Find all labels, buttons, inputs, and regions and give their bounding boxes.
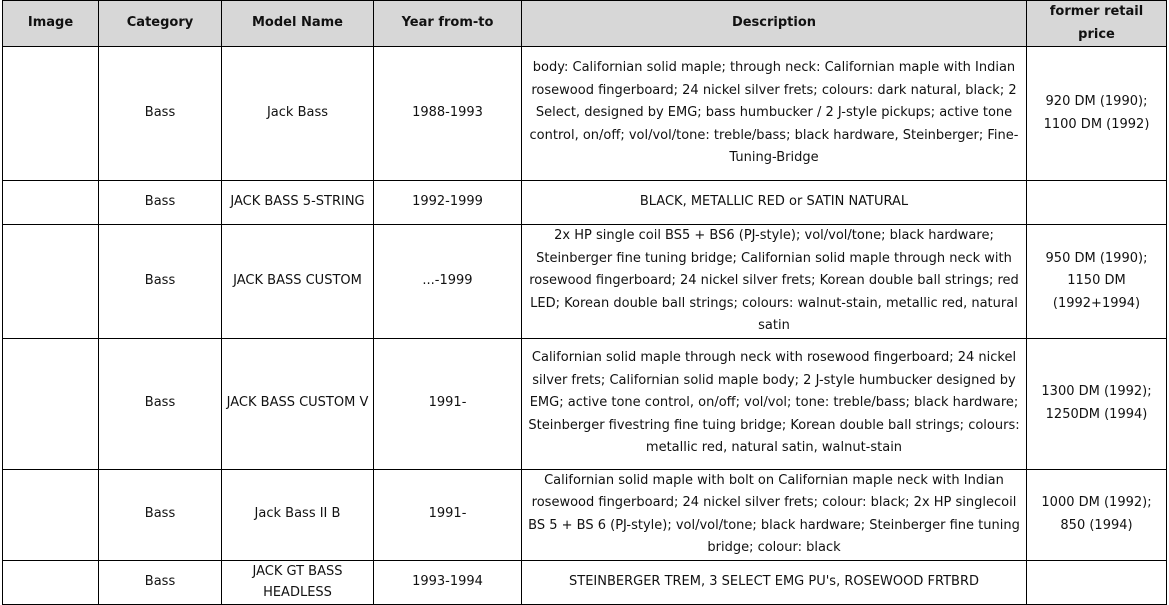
category-cell: Bass — [99, 469, 222, 560]
price-cell: 1000 DM (1992); 850 (1994) — [1027, 469, 1167, 560]
description-cell: BLACK, METALLIC RED or SATIN NATURAL — [522, 181, 1027, 225]
description-cell: Californian solid maple with bolt on Californian maple neck with Indian rosewood fingerboard; 24 nickel silver frets; colour: black; 2x HP singlecoil BS 5 + BS 6 (PJ-style); vol/vol/tone; black hardware; Steinberger fine tuning bridge; colour: black — [522, 469, 1027, 560]
image-cell — [3, 47, 99, 181]
description-cell: 2x HP single coil BS5 + BS6 (PJ-style); vol/vol/tone; black hardware; Steinberger fine tuning bridge; Californian solid maple through neck with rosewood fingerboard; 24 nickel silver frets; Korean double ball strings; red LED; Korean double ball strings; colours: walnut-stain, metallic red, natural satin — [522, 225, 1027, 339]
model-name-cell: JACK BASS 5-STRING — [222, 181, 374, 225]
image-cell — [3, 181, 99, 225]
year-cell: 1991- — [374, 469, 522, 560]
description-cell: STEINBERGER TREM, 3 SELECT EMG PU's, ROSEWOOD FRTBRD — [522, 560, 1027, 604]
image-cell — [3, 560, 99, 604]
model-name-cell: JACK BASS CUSTOM V — [222, 338, 374, 469]
image-cell — [3, 225, 99, 339]
column-header-price: former retail price — [1027, 1, 1167, 47]
price-cell: 950 DM (1990); 1150 DM (1992+1994) — [1027, 225, 1167, 339]
price-cell — [1027, 181, 1167, 225]
model-name-cell: JACK BASS CUSTOM — [222, 225, 374, 339]
price-cell — [1027, 560, 1167, 604]
column-header-image: Image — [3, 1, 99, 47]
model-name-cell: Jack Bass — [222, 47, 374, 181]
table-row — [3, 47, 1167, 181]
table-row — [3, 560, 1167, 604]
year-cell: 1993-1994 — [374, 560, 522, 604]
category-cell: Bass — [99, 560, 222, 604]
table-row — [3, 338, 1167, 469]
column-header-model-name: Model Name — [222, 1, 374, 47]
model-name-cell: Jack Bass II B — [222, 469, 374, 560]
table-row — [3, 181, 1167, 225]
header-row — [3, 1, 1167, 47]
year-cell: ...-1999 — [374, 225, 522, 339]
image-cell — [3, 469, 99, 560]
description-cell: body: Californian solid maple; through neck: Californian maple with Indian rosewood fingerboard; 24 nickel silver frets; colours: dark natural, black; 2 Select, designed by EMG; bass humbucker / 2 J-style pickups; active tone control, on/off; vol/vol/tone: treble/bass; black hardware, Steinberger; Fine-Tuning-Bridge — [522, 47, 1027, 181]
category-cell: Bass — [99, 47, 222, 181]
category-cell: Bass — [99, 181, 222, 225]
column-header-year: Year from-to — [374, 1, 522, 47]
year-cell: 1991- — [374, 338, 522, 469]
model-name-cell: JACK GT BASS HEADLESS — [222, 560, 374, 604]
image-cell — [3, 338, 99, 469]
price-cell: 920 DM (1990); 1100 DM (1992) — [1027, 47, 1167, 181]
table-row — [3, 469, 1167, 560]
category-cell: Bass — [99, 338, 222, 469]
table-row — [3, 225, 1167, 339]
column-header-category: Category — [99, 1, 222, 47]
column-header-description: Description — [522, 1, 1027, 47]
year-cell: 1988-1993 — [374, 47, 522, 181]
price-cell: 1300 DM (1992); 1250DM (1994) — [1027, 338, 1167, 469]
category-cell: Bass — [99, 225, 222, 339]
description-cell: Californian solid maple through neck with rosewood fingerboard; 24 nickel silver frets; Californian solid maple body; 2 J-style humbucker designed by EMG; active tone control, on/off; vol/vol; tone: treble/bass; black hardware; Steinberger fivestring fine tuing bridge; Korean double ball strings; colours: metallic red, natural satin, walnut-stain — [522, 338, 1027, 469]
year-cell: 1992-1999 — [374, 181, 522, 225]
product-table — [2, 0, 1167, 605]
